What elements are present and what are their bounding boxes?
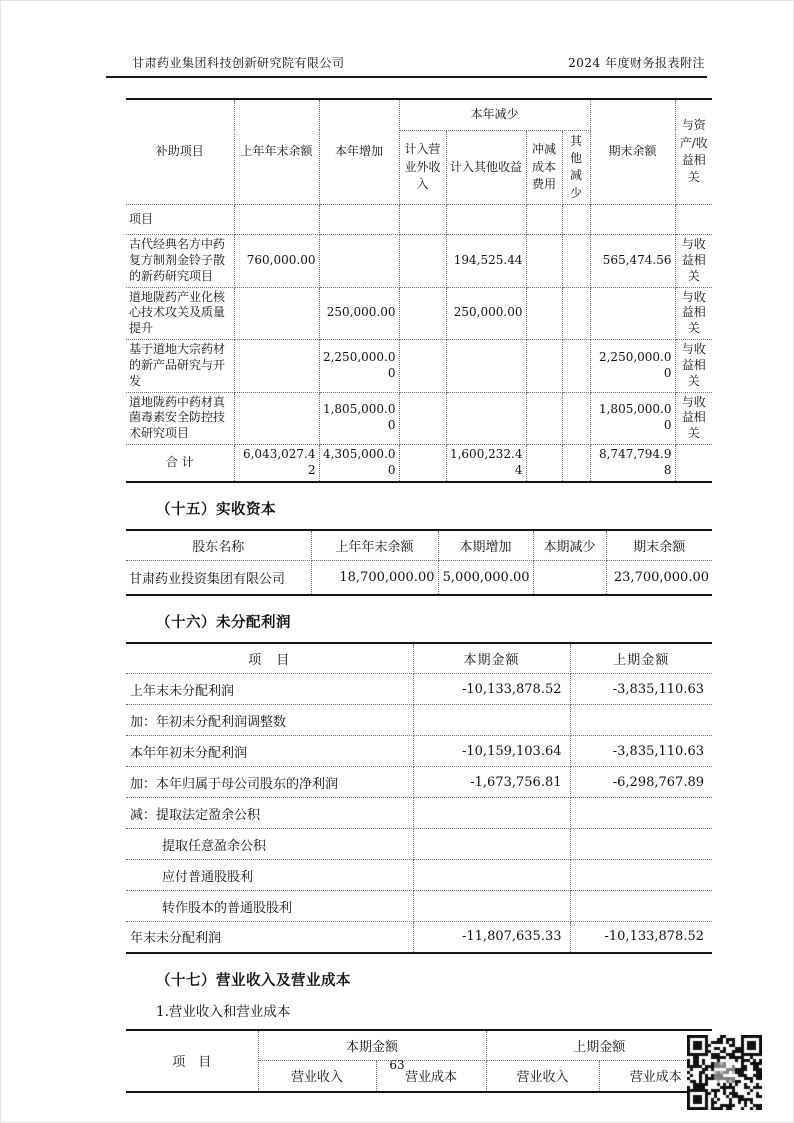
column-header-group: 本年减少: [399, 99, 590, 130]
column-header: 营业成本: [376, 1061, 486, 1092]
column-header-group: 上期金额: [486, 1030, 712, 1061]
subsidy-table: [126, 98, 712, 483]
cell: [399, 235, 446, 287]
cell: -10,133,878.52: [413, 674, 570, 705]
cell: [675, 205, 712, 235]
cell: [319, 235, 399, 287]
cell: [562, 445, 590, 482]
cell: -11,807,635.33: [413, 922, 570, 953]
cell: 1,600,232.44: [446, 445, 526, 482]
column-header: 其他减少: [562, 130, 590, 205]
table-row: [126, 287, 712, 339]
cell: 760,000.00: [234, 235, 319, 287]
running-header: [106, 54, 707, 78]
cell: 古代经典名方中药复方制剂金铃子散的新药研究项目: [126, 235, 234, 287]
cell: 1,805,000.00: [319, 392, 399, 444]
cell: -3,835,110.63: [570, 674, 712, 705]
header-row: [126, 530, 712, 561]
cell: 应付普通股股利: [126, 860, 413, 891]
cell: 2,250,000.00: [590, 340, 675, 392]
column-header: 项 目: [126, 1030, 258, 1092]
cell: [533, 561, 606, 595]
table-row: [126, 922, 712, 953]
header-row: [126, 643, 712, 674]
column-header: 本期增加: [438, 530, 533, 561]
cell: [234, 392, 319, 444]
column-header: 补助项目: [126, 99, 234, 205]
cell: -3,835,110.63: [570, 736, 712, 767]
cell: [526, 235, 562, 287]
cell: 1,805,000.00: [590, 392, 675, 444]
cell: [562, 235, 590, 287]
cell: 合 计: [126, 445, 234, 482]
cell: [526, 287, 562, 339]
column-header: 期末余额: [606, 530, 712, 561]
cell: [413, 891, 570, 922]
section-title-15: （十五）实收资本: [156, 501, 276, 518]
subsection-title: 1.营业收入和营业成本: [156, 1003, 291, 1020]
report-title: 2024 年度财务报表附注: [568, 56, 705, 70]
cell: 2,250,000.00: [319, 340, 399, 392]
cell: [399, 445, 446, 482]
section-title-16: （十六）未分配利润: [156, 614, 291, 631]
column-header: 股东名称: [126, 530, 311, 561]
cell: [562, 392, 590, 444]
cell: 道地陇药产业化核心技术攻关及质量提升: [126, 287, 234, 339]
table-row: [126, 705, 712, 736]
cell: [446, 205, 526, 235]
cell: 23,700,000.00: [606, 561, 712, 595]
column-header: 本年增加: [319, 99, 399, 205]
cell: -10,159,103.64: [413, 736, 570, 767]
cell: [319, 205, 399, 235]
table-row: [126, 674, 712, 705]
table-row: [126, 860, 712, 891]
cell: [234, 205, 319, 235]
table-row: [126, 340, 712, 392]
cell: [526, 340, 562, 392]
cell: 提取任意盈余公积: [126, 829, 413, 860]
column-header-group: 本期金额: [258, 1030, 486, 1061]
cell: 项目: [126, 205, 234, 235]
column-header: 营业收入: [258, 1061, 376, 1092]
cell: [562, 205, 590, 235]
column-header: 项 目: [126, 643, 413, 674]
cell: 与收益相关: [675, 235, 712, 287]
column-header: 计入其他收益: [446, 130, 526, 205]
table-row: [126, 798, 712, 829]
cell: 与收益相关: [675, 287, 712, 339]
table-row: [126, 891, 712, 922]
table-row: [126, 829, 712, 860]
column-header: 本期减少: [533, 530, 606, 561]
header-row: [126, 1030, 712, 1061]
cell: [526, 205, 562, 235]
cell: [413, 705, 570, 736]
table-row: [126, 235, 712, 287]
cell: [413, 860, 570, 891]
cell: [675, 445, 712, 482]
cell: 565,474.56: [590, 235, 675, 287]
cell: [234, 340, 319, 392]
cell: 年末未分配利润: [126, 922, 413, 953]
cell: 4,305,000.00: [319, 445, 399, 482]
subsidy-header-row-1: [126, 99, 712, 130]
column-header: 本期金额: [413, 643, 570, 674]
cell: [446, 340, 526, 392]
company-name: 甘肃药业集团科技创新研究院有限公司: [132, 56, 345, 70]
cell: 194,525.44: [446, 235, 526, 287]
cell: [399, 205, 446, 235]
page-number: 63: [389, 1058, 405, 1072]
cell: 18,700,000.00: [311, 561, 438, 595]
paid-in-capital-table: [126, 529, 712, 596]
section-title-17: （十七）营业收入及营业成本: [156, 972, 351, 989]
cell: [570, 829, 712, 860]
cell: 基于道地大宗药材的新产品研究与开发: [126, 340, 234, 392]
cell: 加：本年归属于母公司股东的净利润: [126, 767, 413, 798]
cell: 6,043,027.42: [234, 445, 319, 482]
cell: 与收益相关: [675, 340, 712, 392]
cell: [446, 392, 526, 444]
cell: [570, 798, 712, 829]
column-header: 与资产/收益相关: [675, 99, 712, 205]
cell: 250,000.00: [446, 287, 526, 339]
cell: 本年年初未分配利润: [126, 736, 413, 767]
cell: 加：年初未分配利润调整数: [126, 705, 413, 736]
column-header: 上期金额: [570, 643, 712, 674]
cell: [562, 340, 590, 392]
cell: 减：提取法定盈余公积: [126, 798, 413, 829]
column-header: 计入营业外收入: [399, 130, 446, 205]
cell: [526, 445, 562, 482]
total-row: [126, 445, 712, 482]
table-row: [126, 561, 712, 595]
cell: [234, 287, 319, 339]
table-row: [126, 767, 712, 798]
cell: 甘肃药业投资集团有限公司: [126, 561, 311, 595]
verification-qr-code: [687, 1035, 762, 1110]
cell: [399, 340, 446, 392]
cell: -10,133,878.52: [570, 922, 712, 953]
cell: 5,000,000.00: [438, 561, 533, 595]
column-header: 冲减成本费用: [526, 130, 562, 205]
table-row: [126, 392, 712, 444]
cell: [526, 392, 562, 444]
cell: 8,747,794.98: [590, 445, 675, 482]
table-row: [126, 736, 712, 767]
cell: 道地陇药中药材真菌毒素安全防控技术研究项目: [126, 392, 234, 444]
page-content: [126, 98, 712, 1093]
column-header: 上年年末余额: [311, 530, 438, 561]
cell: -1,673,756.81: [413, 767, 570, 798]
cell: [590, 205, 675, 235]
category-row: [126, 205, 712, 235]
cell: [570, 891, 712, 922]
cell: [413, 829, 570, 860]
column-header: 营业成本: [599, 1061, 712, 1092]
cell: [562, 287, 590, 339]
cell: 与收益相关: [675, 392, 712, 444]
cell: -6,298,767.89: [570, 767, 712, 798]
column-header: 上年年末余额: [234, 99, 319, 205]
column-header: 期末余额: [590, 99, 675, 205]
column-header: 营业收入: [486, 1061, 599, 1092]
cell: [399, 287, 446, 339]
cell: 转作股本的普通股股利: [126, 891, 413, 922]
cell: [399, 392, 446, 444]
cell: 250,000.00: [319, 287, 399, 339]
cell: [570, 860, 712, 891]
cell: [413, 798, 570, 829]
undistributed-profit-table: [126, 642, 712, 954]
cell: 上年末未分配利润: [126, 674, 413, 705]
cell: [590, 287, 675, 339]
cell: [570, 705, 712, 736]
